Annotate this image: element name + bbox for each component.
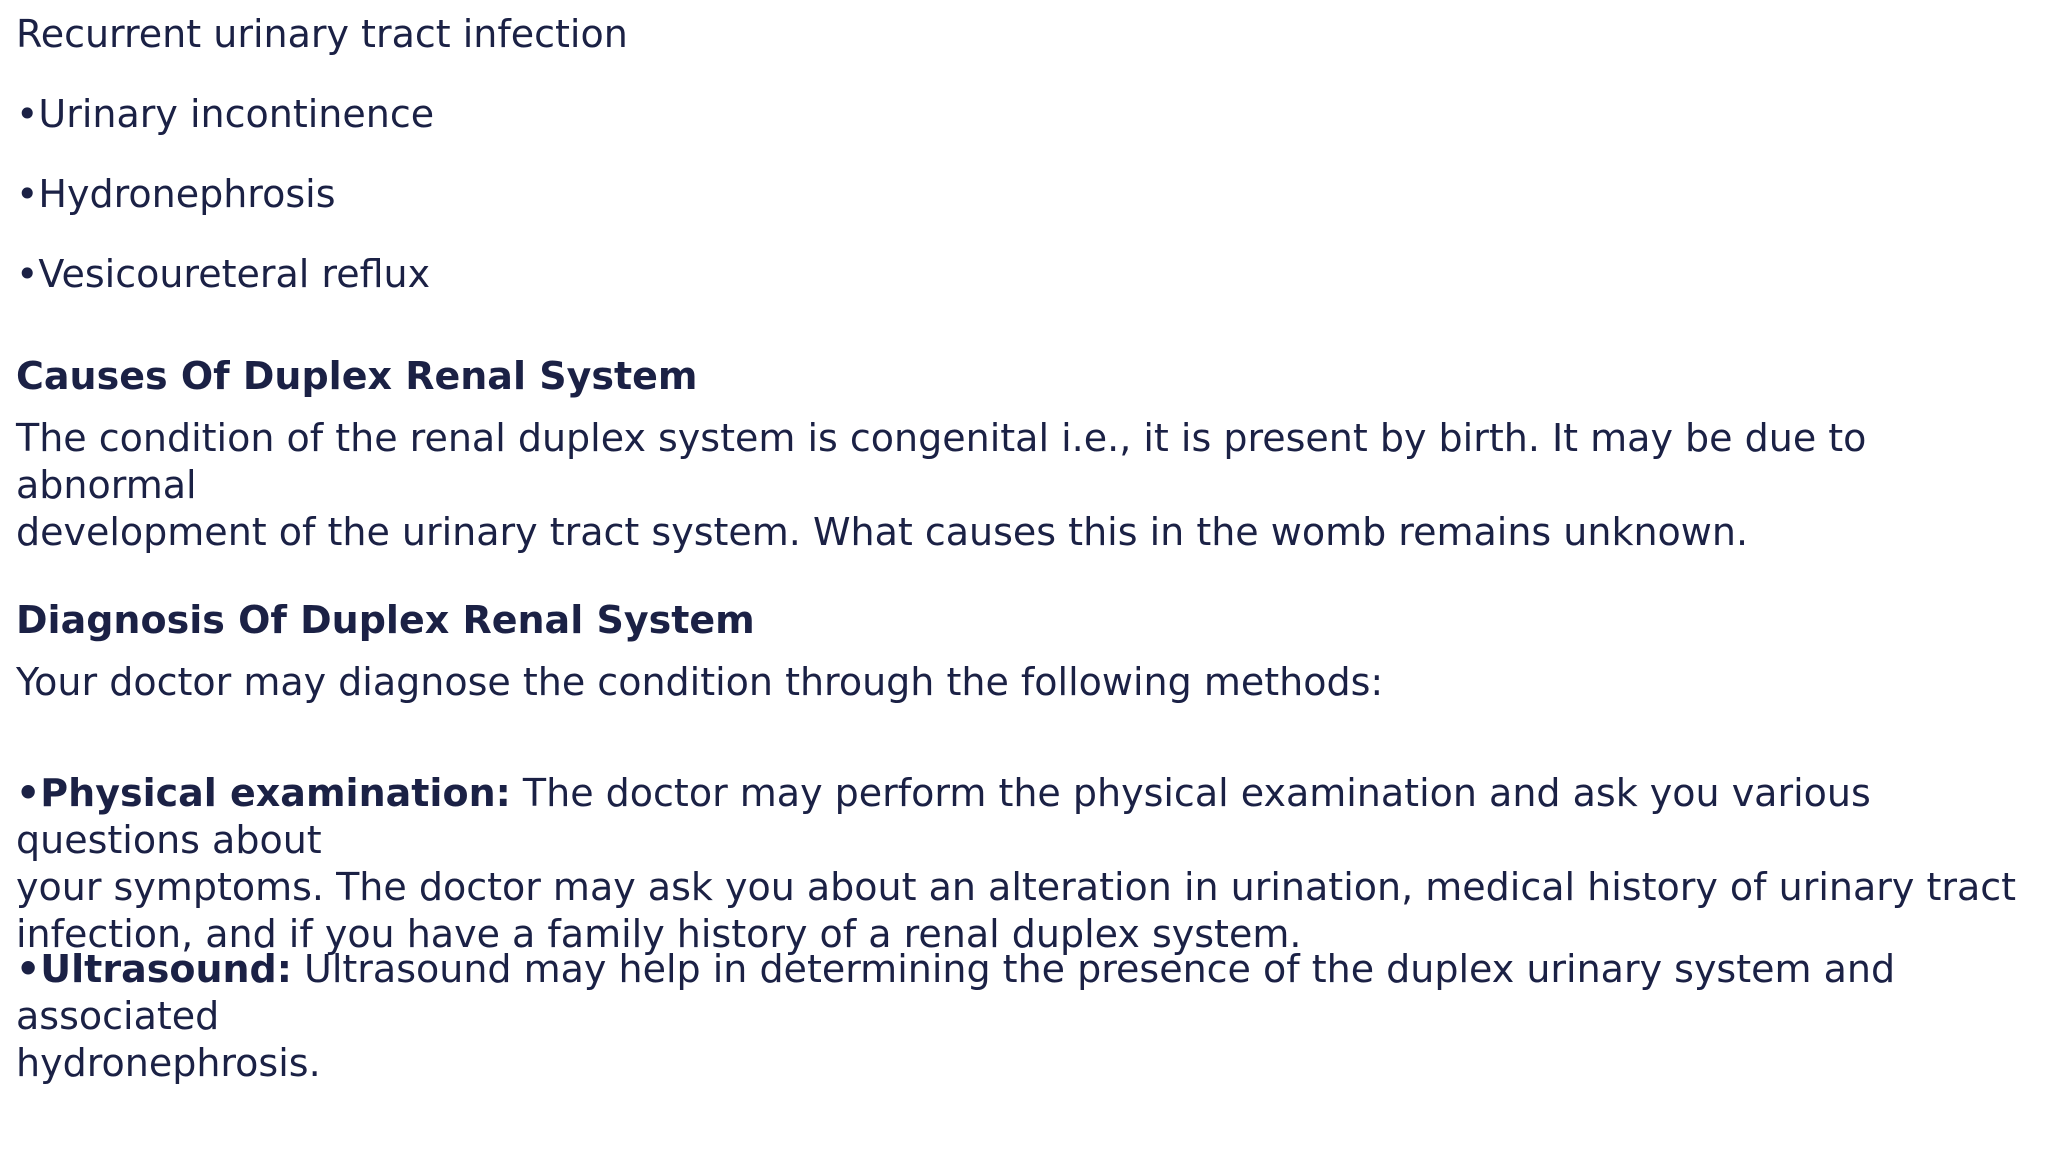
- ultrasound-line-1: Ultrasound may help in determining the presence of the duplex urinary system and associated: [16, 947, 1896, 1038]
- causes-line-2: development of the urinary tract system. What causes this in the womb remains unknown.: [16, 510, 1749, 554]
- list-item-urinary-incontinence: •Urinary incontinence: [16, 92, 435, 136]
- ultrasound-label: •Ultrasound:: [16, 947, 292, 991]
- diagnosis-intro: Your doctor may diagnose the condition through the following methods:: [16, 660, 1384, 704]
- diagnosis-heading: Diagnosis Of Duplex Renal System: [16, 598, 755, 642]
- causes-paragraph: [16, 415, 2026, 556]
- physical-exam-line-2: your symptoms. The doctor may ask you about an alteration in urination, medical history of urinary tract: [16, 865, 2017, 909]
- ultrasound-line-2: hydronephrosis.: [16, 1041, 321, 1085]
- causes-heading: Causes Of Duplex Renal System: [16, 354, 698, 398]
- list-item-vesicoureteral-reflux: •Vesicoureteral reflux: [16, 252, 431, 296]
- causes-line-1: The condition of the renal duplex system is congenital i.e., it is present by birth. It may be due to abnormal: [16, 416, 1867, 507]
- physical-exam-line-3: infection, and if you have a family history of a renal duplex system.: [16, 912, 1302, 956]
- physical-exam-label: •Physical examination:: [16, 771, 511, 815]
- list-item-hydronephrosis: •Hydronephrosis: [16, 172, 336, 216]
- physical-exam-item: [16, 770, 2026, 958]
- list-item-recurrent-uti: Recurrent urinary tract infection: [16, 12, 628, 56]
- ultrasound-item: [16, 946, 2026, 1087]
- physical-exam-line-1: The doctor may perform the physical examination and ask you various questions about: [16, 771, 1871, 862]
